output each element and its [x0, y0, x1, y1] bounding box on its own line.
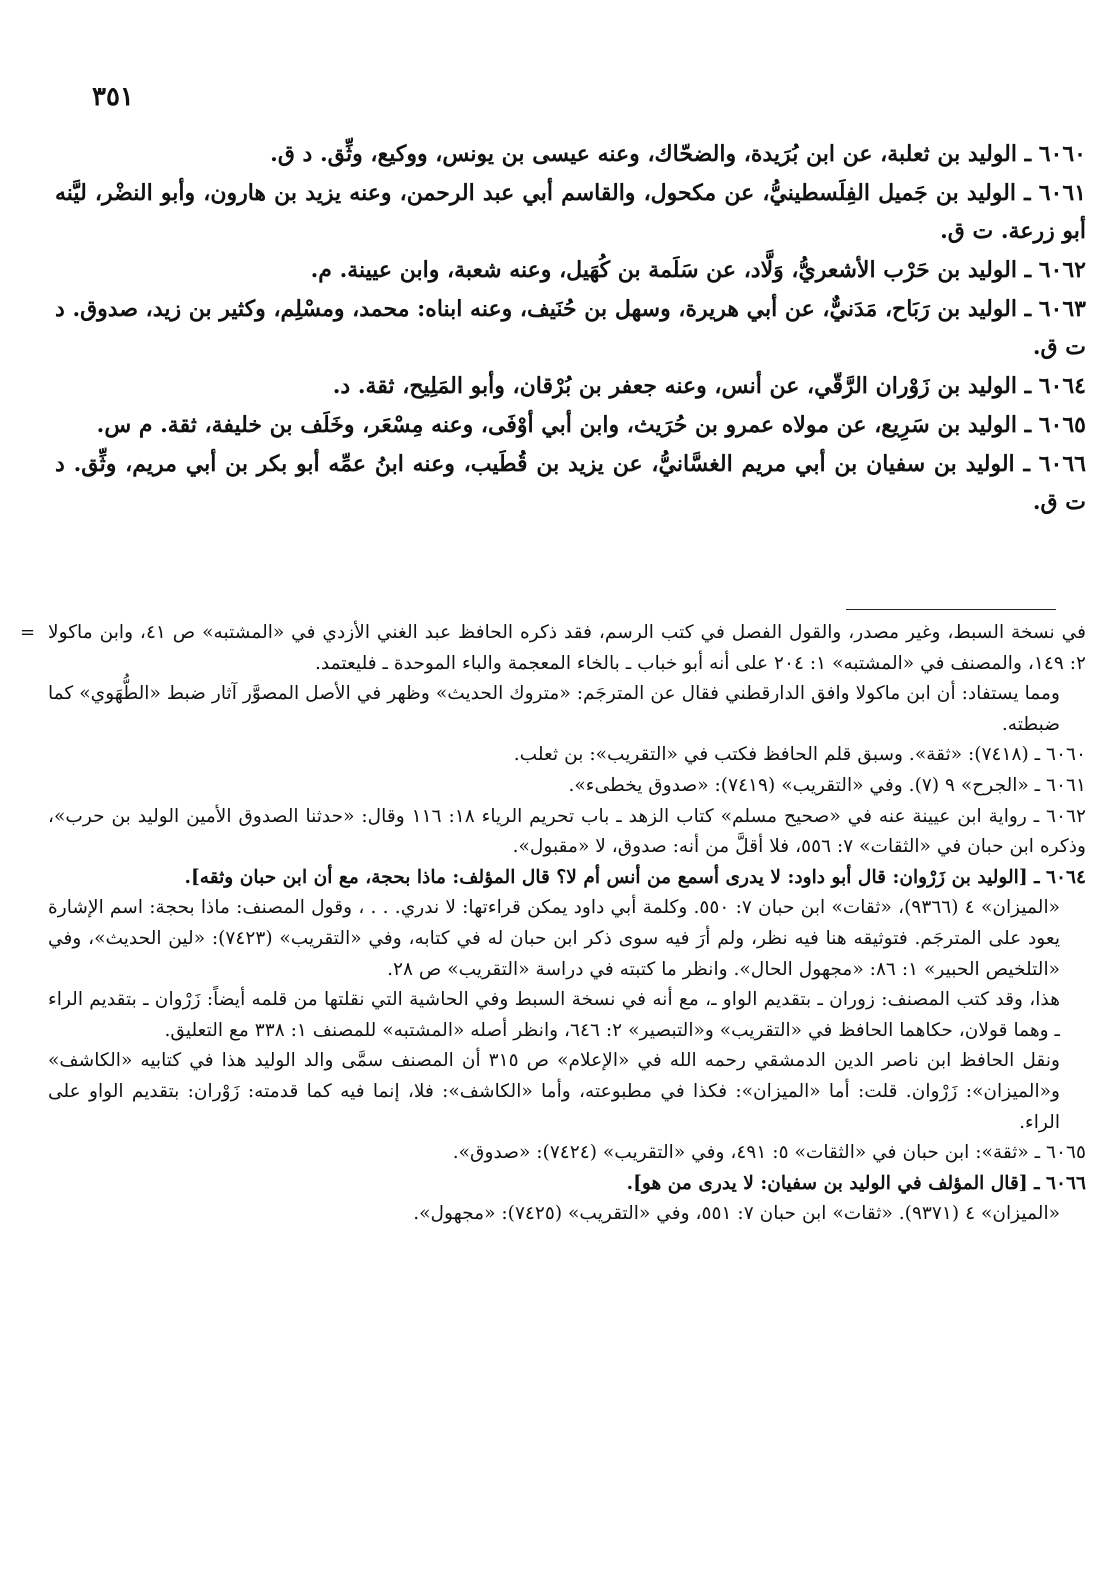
entry-6062: ٦٠٦٢ ـ الوليد بن حَرْب الأشعريُّ، وَلَّاد، عن سَلَمة بن كُهَيل، وعنه شعبة، وابن عيينة. م.: [310, 257, 1086, 283]
continuation-marker: =: [20, 622, 36, 643]
entry-6065: ٦٠٦٥ ـ الوليد بن سَرِيع، عن مولاه عمرو بن حُرَيث، وابن أبي أوْفَى، وعنه مِسْعَر، وخَلَف بن خليفة، ثقة. م س.: [96, 412, 1086, 438]
footnote-0-text: في نسخة السبط، وغير مصدر، والقول الفصل في كتب الرسم، فقد ذكره الحافظ عبد الغني الأزدي في «المشتبه» ص ٤١، وابن ماكولا ٢: ١٤٩، والمصنف في «المشتبه» ١: ٢٠٤ على أنه أبو خباب ـ بالخاء المعجمة والباء الموحدة ـ فليعتمد.: [48, 622, 1086, 674]
footnote-divider: [846, 609, 1056, 610]
footnotes: [20, 618, 1086, 1230]
footnote-1: ومما يستفاد: أن ابن ماكولا وافق الدارقطني فقال عن المترجَم: «متروك الحديث» وظهر في الأصل المصوَّر آثار ضبط «الطُّهَوي» كما ضبطته.: [48, 683, 1060, 735]
footnote-2: ٦٠٦٠ ـ (٧٤١٨): «ثقة». وسبق قلم الحافظ فكتب في «التقريب»: بن ثعلب.: [513, 744, 1086, 766]
footnote-11: «الميزان» ٤ (٩٣٧١). «ثقات» ابن حبان ٧: ٥٥١، وفي «التقريب» (٧٤٢٥): «مجهول».: [413, 1203, 1060, 1225]
footnote-9: ٦٠٦٥ ـ «ثقة»: ابن حبان في «الثقات» ٥: ٤٩١، وفي «التقريب» (٧٤٢٤): «صدوق».: [452, 1142, 1086, 1164]
footnote-4: ٦٠٦٢ ـ رواية ابن عيينة عنه في «صحيح مسلم» كتاب الزهد ـ باب تحريم الرياء ١٨: ١١٦ وقال: «حدثنا الصدوق الأمين الوليد بن حرب»، وذكره ابن حبان في «الثقات» ٧: ٥٥٦، فلا أقلَّ من أنه: صدوق، لا «مقبول».: [48, 805, 1086, 858]
main-text: [55, 135, 1086, 521]
entry-6060: ٦٠٦٠ ـ الوليد بن ثعلبة، عن ابن بُرَيدة، والضحّاك، وعنه عيسى بن يونس، ووكيع، وثِّق. د ق.: [270, 141, 1086, 167]
footnote-5: ٦٠٦٤ ـ [الوليد بن زَرْوان: قال أبو داود: لا يدرى أسمع من أنس أم لا؟ قال المؤلف: ماذا بحجة، مع أن ابن حبان وثقه].: [184, 866, 1086, 888]
footnote-7: هذا، وقد كتب المصنف: زوران ـ بتقديم الواو ـ، مع أنه في نسخة السبط وفي الحاشية التي نقلتها من قلمه أيضاً: زَرْوان ـ بتقديم الراء ـ وهما قولان، حكاهما الحافظ في «التقريب» و«التبصير» ٢: ٦٤٦، وانظر أصله «المشتبه» للمصنف ١: ٣٣٨ مع التعليق.: [48, 989, 1060, 1041]
footnote-8: ونقل الحافظ ابن ناصر الدين الدمشقي رحمه الله في «الإعلام» ص ٣١٥ أن المصنف سمَّى والد الوليد هذا في كتابيه «الكاشف» و«الميزان»: زَرْوان. قلت: أما «الميزان»: فكذا في مطبوعته، وأما «الكاشف»: فلا، إنما فيه كما قدمته: زَوْران: بتقديم الواو على الراء.: [48, 1050, 1060, 1133]
footnote-0: [20, 618, 1086, 679]
entry-6066: ٦٠٦٦ ـ الوليد بن سفيان بن أبي مريم الغسَّانيُّ، عن يزيد بن قُطَيب، وعنه ابنُ عمِّه أبو بكر بن أبي مريم، وثِّق. د ت ق.: [55, 451, 1086, 515]
entry-6064: ٦٠٦٤ ـ الوليد بن زَوْران الرَّقّي، عن أنس، وعنه جعفر بن بُرْقان، وأبو المَلِيح، ثقة. د.: [332, 373, 1086, 399]
footnote-6: «الميزان» ٤ (٩٣٦٦)، «ثقات» ابن حبان ٧: ٥٥٠. وكلمة أبي داود يمكن قراءتها: لا ندري. . . ، وقول المصنف: ماذا بحجة: اسم الإشارة يعود على المترجَم. فتوثيقه هنا فيه نظر، ولم أرَ فيه سوى ذكر ابن حبان له في كتابه، وفي «التقريب» (٧٤٢٣): «لين الحديث»، وفي «التلخيص الحبير» ١: ٨٦: «مجهول الحال». وانظر ما كتبته في دراسة «التقريب» ص ٢٨.: [48, 897, 1060, 980]
footnote-10: ٦٠٦٦ ـ [قال المؤلف في الوليد بن سفيان: لا يدرى من هو].: [626, 1172, 1086, 1194]
page-number: ٣٥١: [92, 82, 134, 112]
footnote-3: ٦٠٦١ ـ «الجرح» ٩ (٧). وفي «التقريب» (٧٤١٩): «صدوق يخطىء».: [568, 774, 1086, 796]
entry-6063: ٦٠٦٣ ـ الوليد بن رَبَاح، مَدَنيٌّ، عن أبي هريرة، وسهل بن حُنَيف، وعنه ابناه: محمد، ومسْلِم، وكثير بن زيد، صدوق. د ت ق.: [54, 296, 1086, 360]
entry-6061: ٦٠٦١ ـ الوليد بن جَميل الفِلَسطينيُّ، عن مكحول، والقاسم أبي عبد الرحمن، وعنه يزيد بن هارون، وأبو النضْر، ليَّنه أبو زرعة. ت ق.: [55, 180, 1086, 244]
